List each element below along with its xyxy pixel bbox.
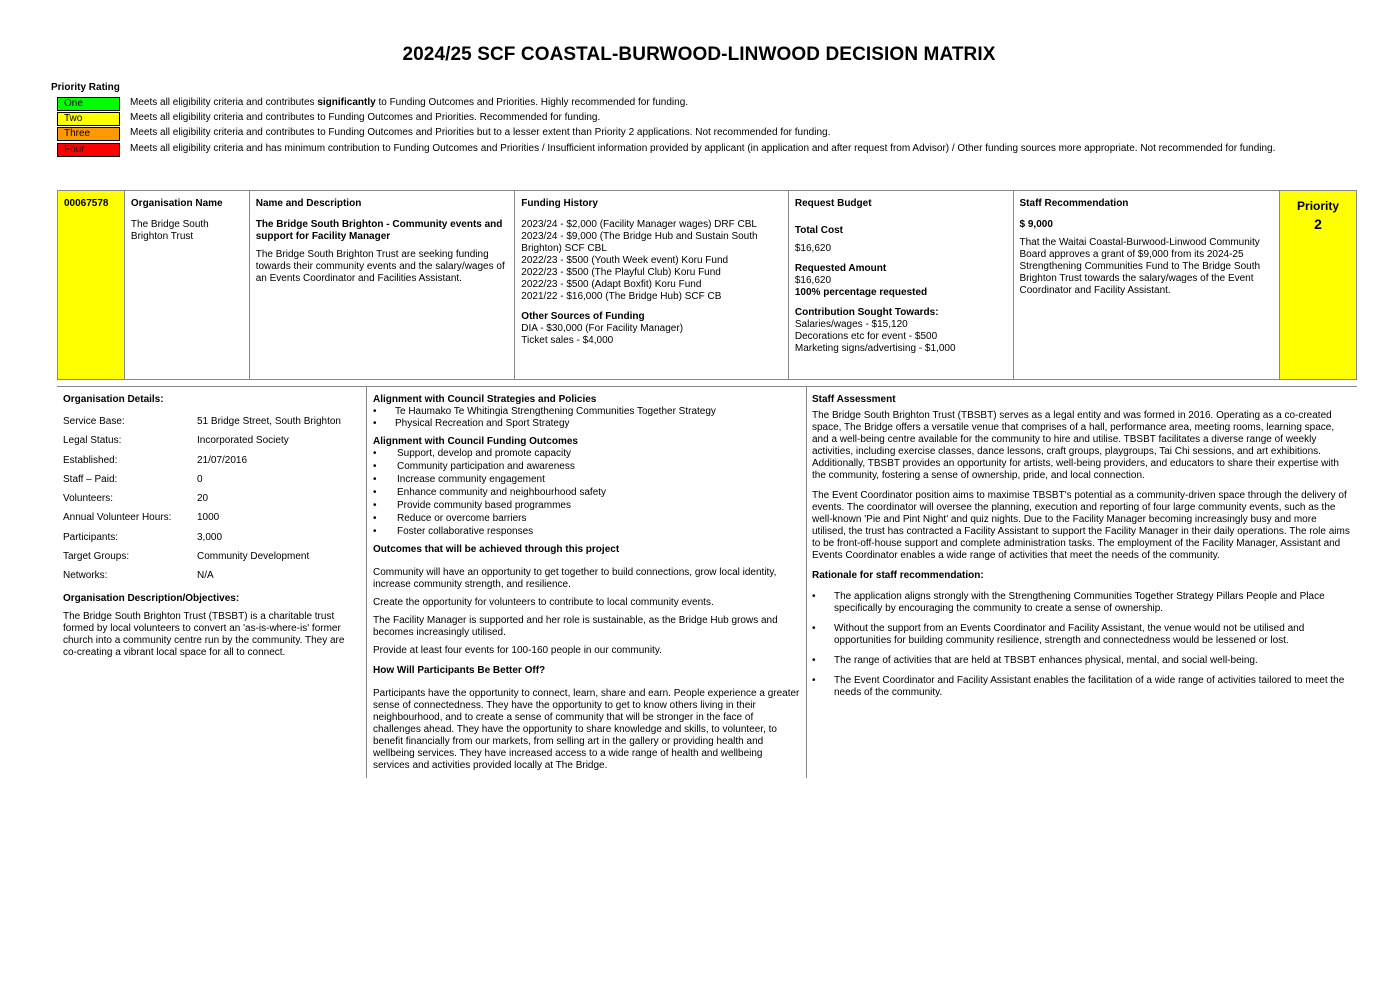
organisation-description-heading: Organisation Description/Objectives: (63, 592, 240, 604)
organisation-details-heading: Organisation Details: (63, 394, 164, 405)
funding-outcomes-list (373, 448, 801, 538)
detail-label: Target Groups: (63, 551, 130, 563)
list-item: • Foster collaborative responses (373, 526, 801, 538)
rationale-list (812, 591, 1350, 699)
detail-value: N/A (197, 570, 214, 582)
participants-text: Participants have the opportunity to connect, learn, share and earn. People experience a greater sense of connectedness. They have the opportunity to get to know others living in their neighbourhood, and to create a sense of community that will be stronger in the face of challenges ahead. They have the opportunity to share knowledge and skills, to volunteer, to benefit financially from our markets, from selling art in the gallery or providing health and wellbeing services. They have increased access to a wide range of health and wellbeing services and activities provided locally at The Bridge. (373, 688, 800, 771)
priority-swatch-four: Four (57, 143, 120, 157)
column-divider (806, 387, 807, 778)
funding-history-item: 2022/23 - $500 (Youth Week event) Koru Fund (521, 255, 729, 266)
achieved-outcome: Provide at least four events for 100-160 people in our community. (373, 645, 662, 656)
detail-row (63, 512, 361, 531)
list-item: • Reduce or overcome barriers (373, 513, 801, 525)
list-item: • Te Haumako Te Whitingia Strengthening Communities Together Strategy (373, 406, 801, 418)
achieved-outcome: Create the opportunity for volunteers to contribute to local community events. (373, 597, 714, 608)
other-sources-heading: Other Sources of Funding (521, 311, 645, 322)
total-cost-label: Total Cost (794, 225, 844, 236)
application-summary-table (57, 190, 1357, 380)
list-item: • Support, develop and promote capacity (373, 448, 801, 460)
detail-label: Service Base: (63, 416, 125, 427)
other-source-item: Ticket sales - $4,000 (521, 335, 614, 346)
percentage-requested: 100% percentage requested (794, 287, 928, 298)
detail-label: Volunteers: (63, 493, 114, 505)
detail-label: Staff – Paid: (63, 473, 118, 485)
funding-history-item: 2023/24 - $9,000 (The Bridge Hub and Sustain South Brighton) SCF CBL (521, 231, 758, 254)
request-budget-cell (789, 191, 1014, 379)
detail-value: Incorporated Society (197, 435, 289, 447)
list-item: • Community participation and awareness (373, 461, 801, 473)
name-description-cell (250, 191, 516, 379)
priority-desc-four: Meets all eligibility criteria and has minimum contribution to Funding Outcomes and Priorities / Insufficient information provided by applicant (in application and after request from Advisor) / Other funding sources more appropriate. Not recommended for funding. (130, 143, 1276, 154)
organisation-name-cell (125, 191, 250, 379)
project-title: The Bridge South Brighton - Community events and support for Facility Manager (255, 219, 503, 242)
priority-swatch-three: Three (57, 127, 120, 141)
detail-row (63, 532, 361, 551)
priority-swatch-two: Two (57, 112, 120, 126)
staff-recommendation-cell (1014, 191, 1281, 379)
contribution-heading: Contribution Sought Towards: (794, 307, 939, 318)
name-description-heading: Name and Description (255, 198, 362, 209)
priority-desc-three: Meets all eligibility criteria and contributes to Funding Outcomes and Priorities but to a lesser extent than Priority 2 applications. Not recommended for funding. (130, 127, 831, 138)
achieved-outcomes-heading: Outcomes that will be achieved through this project (373, 544, 620, 555)
priority-desc-one: Meets all eligibility criteria and contributes significantly to Funding Outcomes and Priorities. Highly recommended for funding. (130, 97, 689, 108)
organisation-description: The Bridge South Brighton Trust (TBSBT) is a charitable trust formed by local volunteers to convert an 'as-is-where-is' former church into a community centre run by the community. They are co-creating a vibrant local space for all to connect. (63, 610, 345, 658)
rationale-heading: Rationale for staff recommendation: (812, 570, 984, 581)
detail-label: Legal Status: (63, 435, 122, 447)
achieved-outcome: Community will have an opportunity to get together to build connections, grow local identity, increase community strength, and resilience. (373, 567, 777, 590)
detail-row (63, 416, 361, 435)
funding-history-heading: Funding History (521, 198, 598, 209)
list-item: • The range of activities that are held at TBSBT enhances physical, mental, and social well-being. (812, 655, 1350, 667)
detail-row (63, 493, 361, 512)
request-budget-heading: Request Budget (794, 198, 872, 209)
column-divider (366, 387, 367, 778)
priority-rating-heading: Priority Rating (51, 82, 120, 93)
detail-value: 0 (197, 473, 203, 485)
detail-value: 20 (197, 493, 209, 505)
staff-recommendation-text: That the Waitai Coastal-Burwood-Linwood Community Board approves a grant of $9,000 from its 2024-25 Strengthening Communities Fund to The Bridge South Brighton Trust towards the salary/wages of the Event Coordinator and Facility Assistant. (1019, 237, 1261, 296)
detail-value: Community Development (197, 551, 310, 563)
funding-history-item: 2022/23 - $500 (Adapt Boxfit) Koru Fund (521, 279, 702, 290)
detail-value: 51 Bridge Street, South Brighton (197, 416, 341, 427)
priority-value: 2 (1314, 216, 1322, 232)
list-item: • The Event Coordinator and Facility Assistant enables the facilitation of a wide range of activities tailored to meet the needs of the community. (812, 675, 1350, 699)
staff-assessment-heading: Staff Assessment (812, 394, 896, 405)
contribution-item: Salaries/wages - $15,120 (794, 319, 908, 330)
participants-heading: How Will Participants Be Better Off? (373, 665, 546, 676)
application-id: 00067578 (58, 191, 125, 379)
total-cost-value: $16,620 (794, 243, 832, 254)
staff-recommendation-amount: $ 9,000 (1019, 219, 1053, 230)
detail-row (63, 435, 361, 454)
priority-rating-row (57, 143, 1310, 157)
requested-amount-value: $16,620 (794, 275, 832, 286)
list-item: • Increase community engagement (373, 474, 801, 486)
list-item: • Physical Recreation and Sport Strategy (373, 418, 801, 430)
detail-label: Participants: (63, 531, 119, 543)
achieved-outcome: The Facility Manager is supported and her role is sustainable, as the Bridge Hub grows and becomes increasingly utilised. (373, 615, 778, 638)
detail-value: 3,000 (197, 531, 223, 543)
staff-recommendation-heading: Staff Recommendation (1019, 198, 1129, 209)
detail-label: Established: (63, 454, 118, 466)
list-item: • The application aligns strongly with the Strengthening Communities Together Strategy Pillars People and Place specifically by encouraging the community to create a sense of ownership. (812, 591, 1350, 615)
requested-amount-label: Requested Amount (794, 263, 887, 274)
list-item: • Provide community based programmes (373, 500, 801, 512)
strategies-heading: Alignment with Council Strategies and Policies (373, 394, 597, 405)
strategies-list (373, 406, 801, 430)
section-divider (57, 386, 1357, 387)
other-source-item: DIA - $30,000 (For Facility Manager) (521, 323, 684, 334)
priority-rating-row (57, 112, 1310, 126)
priority-rating-row (57, 97, 1310, 111)
priority-label: Priority (1297, 199, 1340, 213)
priority-rating-row (57, 127, 1310, 141)
funding-outcomes-heading: Alignment with Council Funding Outcomes (373, 436, 578, 447)
project-description: The Bridge South Brighton Trust are seeking funding towards their community events and the salary/wages of an Events Coordinator and Facilities Assistant. (255, 249, 505, 284)
staff-assessment-paragraph: The Event Coordinator position aims to maximise TBSBT's potential as a community-driven space through the delivery of events. The coordinator will oversee the planning, execution and reporting of four large community events, such as the well-known 'Pie and Pint Night' and quiz nights. Due to the Facility Manager becoming increasingly busy and more utilised, the trust has contracted a Facility Assistant to support the Facility Manager in their daily operations. The role aims to be front-off-house support and complete administration tasks. The employment of the Facility Manager, Assistant and Events Coordinator enables a wide range of activities that meet the needs of the community. (812, 490, 1350, 561)
page-title: 2024/25 SCF COASTAL-BURWOOD-LINWOOD DECISION MATRIX (402, 44, 996, 65)
funding-history-cell (515, 191, 789, 379)
alignment-section (373, 394, 801, 772)
detail-row (63, 474, 361, 493)
funding-history-item: 2021/22 - $16,000 (The Bridge Hub) SCF CB (521, 291, 722, 302)
funding-history-item: 2022/23 - $500 (The Playful Club) Koru Fund (521, 267, 721, 278)
detail-row (63, 570, 361, 589)
list-item: • Without the support from an Events Coordinator and Facility Assistant, the venue would not be utilised and opportunities for building community resilience, strength and connectedness would be lessened or lost. (812, 623, 1350, 647)
detail-row (63, 551, 361, 570)
staff-assessment-paragraph: The Bridge South Brighton Trust (TBSBT) serves as a legal entity and was formed in 2016. Operating as a co-created space, The Bridge offers a versatile venue that comprises of a hall, performance area, meeting rooms, learning space, and a well-being centre available for the community to hire and utilise. TBSBT facilitates a diverse range of weekly activities, including exercise classes, dance lessons, craft groups, playgroups, Tai Chi sessions, and art exhibitions. Additionally, TBSBT provides an opportunity for artists, well-being providers, and educators to share their expertise with the community, fostering a sense of ownership, pride, and local connection. (812, 410, 1339, 481)
organisation-name: The Bridge South Brighton Trust (130, 219, 209, 242)
detail-value: 21/07/2016 (197, 454, 248, 466)
contribution-item: Decorations etc for event - $500 (794, 331, 938, 342)
detail-row (63, 455, 361, 474)
organisation-details (63, 394, 361, 659)
funding-history-item: 2023/24 - $2,000 (Facility Manager wages) DRF CBL (521, 219, 757, 230)
list-item: • Enhance community and neighbourhood safety (373, 487, 801, 499)
detail-label: Annual Volunteer Hours: (63, 512, 172, 524)
priority-desc-two: Meets all eligibility criteria and contributes to Funding Outcomes and Priorities. Recommended for funding. (130, 112, 601, 123)
priority-swatch-one: One (57, 97, 120, 111)
staff-assessment-section (812, 394, 1350, 707)
organisation-name-heading: Organisation Name (130, 198, 223, 209)
detail-label: Networks: (63, 570, 108, 582)
contribution-item: Marketing signs/advertising - $1,000 (794, 343, 956, 354)
priority-cell (1280, 191, 1356, 379)
detail-value: 1000 (197, 512, 220, 524)
